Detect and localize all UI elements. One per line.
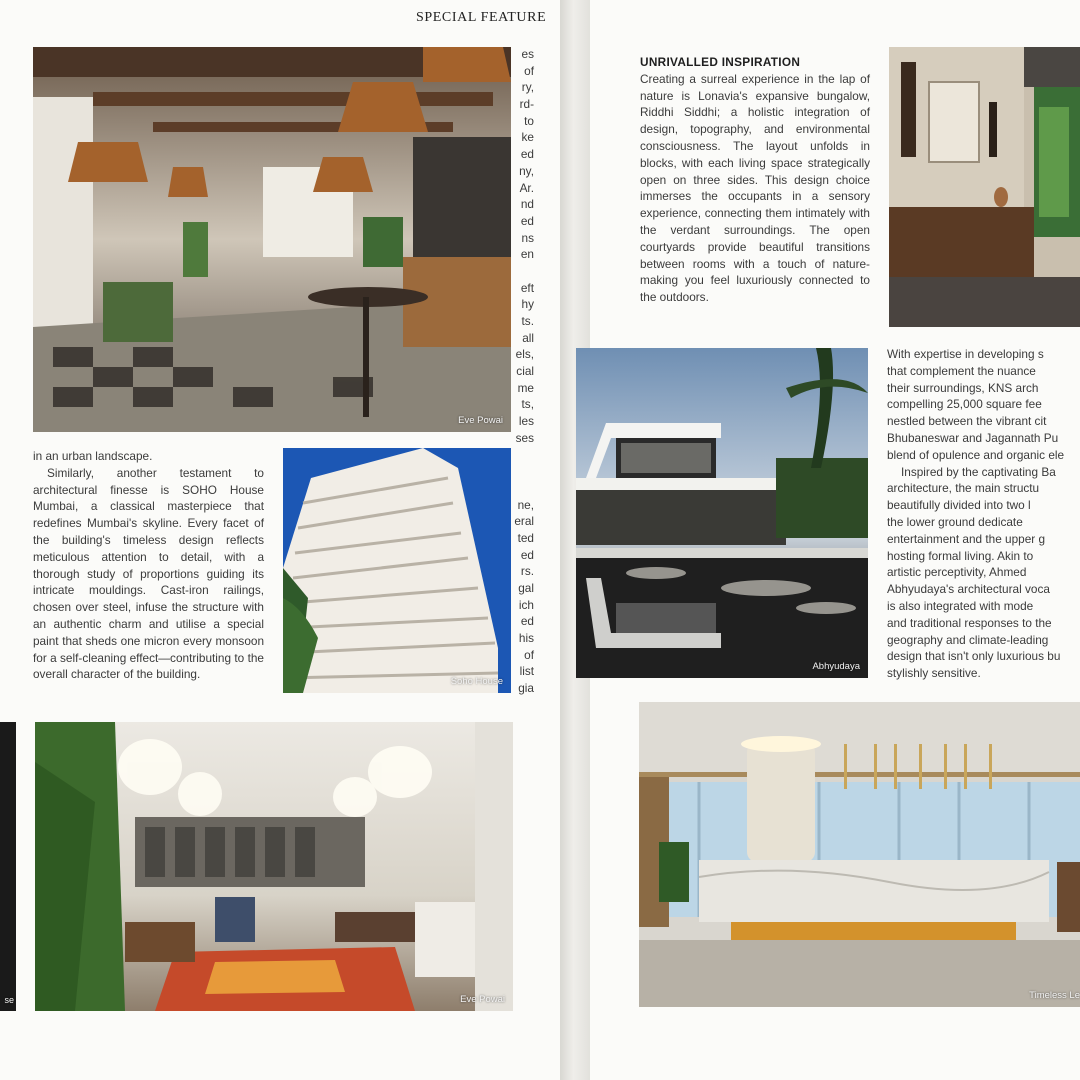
text-line: blend of opulence and organic ele: [887, 447, 1065, 462]
photo-cutoff-left: [0, 722, 16, 1011]
margin-fragment: ry,: [521, 80, 534, 95]
margin-fragment: cial: [516, 364, 534, 379]
text-line: entertainment and the upper g: [887, 531, 1046, 546]
margin-fragment: ke: [521, 130, 534, 145]
margin-fragment: of: [524, 647, 534, 662]
text-line: the lower ground dedicate: [887, 514, 1023, 529]
body-paragraph: Similarly, another testament to architectural finesse is SOHO House Mumbai, a classical masterpiece that redefines Mumbai's skyline. Every facet of the building's timeless design reflects meticulous attention to detail, with a thorough study of proportions guiding its intricate mouldings. Cast-iron railings, chosen over steel, infuse the structure with an authentic charm and utilise a special paint that sheds one micron every monsoon for a self-cleaning effect—contributing to the overall character of the building.: [33, 465, 264, 682]
text-line: their surroundings, KNS arch: [887, 380, 1039, 395]
margin-fragment: els,: [515, 347, 534, 362]
margin-fragment: all: [522, 330, 534, 345]
text-line: artistic perceptivity, Ahmed: [887, 565, 1027, 580]
body-paragraph: in an urban landscape.: [33, 449, 153, 463]
margin-fragment: en: [520, 247, 534, 262]
text-line: and traditional responses to the: [887, 615, 1052, 630]
photo-riddhi-siddhi-interior: [889, 47, 1080, 327]
text-line: beautifully divided into two l: [887, 498, 1031, 513]
text-line: nestled between the vibrant cit: [887, 414, 1047, 429]
margin-fragment: rs.: [520, 564, 534, 579]
photo-credit: Soho House: [450, 676, 503, 687]
margin-fragment: Ar.: [519, 180, 534, 195]
margin-fragment: ne,: [517, 497, 534, 512]
text-line: compelling 25,000 square fee: [887, 397, 1042, 412]
margin-fragment: his: [518, 631, 534, 646]
photo-eve-powai-lounge: [35, 722, 513, 1011]
text-line: Bhubaneswar and Jagannath Pu: [887, 430, 1059, 445]
margin-fragment: ed: [520, 213, 534, 228]
photo-eve-powai-restaurant: [33, 47, 511, 432]
text-line: Abhyudaya's architectural voca: [887, 582, 1050, 597]
right-column-top-text: [640, 54, 870, 306]
margin-fragment: gal: [518, 581, 534, 595]
text-line: stylishly sensitive.: [887, 666, 981, 681]
margin-fragment: nd: [520, 197, 534, 212]
margin-fragment: les: [518, 414, 534, 429]
section-heading: UNRIVALLED INSPIRATION: [640, 55, 801, 69]
margin-fragment: es: [521, 47, 534, 61]
photo-credit: se: [4, 995, 14, 1005]
margin-fragment: ed: [520, 547, 534, 562]
right-column-side-text: [887, 346, 1080, 682]
margin-fragment: eft: [520, 280, 534, 295]
margin-fragment: eral: [514, 514, 534, 529]
photo-credit: Eve Powai: [458, 415, 503, 426]
margin-fragment: ns: [521, 230, 534, 245]
text-line: Inspired by the captivating Ba: [901, 464, 1056, 479]
margin-fragment: hy: [521, 297, 534, 312]
margin-fragment: ted: [517, 530, 534, 545]
photo-credit: Abhyudaya: [812, 661, 860, 672]
text-line: hosting formal living. Akin to: [887, 548, 1034, 563]
left-column-text: [33, 448, 264, 683]
margin-fragment: ed: [520, 147, 534, 162]
text-line: architecture, the main structu: [887, 481, 1040, 496]
text-line: is also integrated with mode: [887, 598, 1034, 613]
margin-fragment: rd-: [519, 97, 534, 112]
margin-fragment: list: [519, 664, 534, 679]
photo-soho-house: [283, 448, 511, 693]
margin-fragment: to: [524, 113, 534, 128]
margin-fragment: ich: [518, 597, 534, 612]
body-paragraph: Creating a surreal experience in the lap of nature is Lonavia's expansive bungalow, Riddhi Siddhi; a holistic integration of design, topography, and environmental consciousness. The layout unfolds in blocks, with each living space strategically open on three sides. This design choice immerses the occupants in a sensory experience, connecting them intimately with the verdant surroundings. The open courtyards provide beautiful transitions between rooms with a touch of nature-making you feel luxuriously connected to the outdoors.: [640, 71, 870, 305]
margin-fragment: ed: [520, 614, 534, 629]
photo-timeless-lobby: [639, 702, 1080, 1007]
section-header: SPECIAL FEATURE: [416, 10, 547, 25]
margin-fragment: ts,: [521, 397, 534, 412]
text-line: design that isn't only luxurious bu: [887, 649, 1061, 664]
margin-fragment: ny,: [519, 163, 534, 178]
photo-credit: Eve Powai: [460, 994, 505, 1005]
margin-fragment: of: [524, 63, 534, 78]
text-line: that complement the nuance: [887, 363, 1036, 378]
text-line: With expertise in developing s: [887, 347, 1044, 361]
photo-abhyudaya: [576, 348, 868, 678]
margin-fragment: ses: [515, 430, 534, 445]
margin-fragment: me: [517, 380, 534, 395]
text-line: geography and climate-leading: [887, 632, 1049, 647]
margin-fragment: gia: [518, 681, 534, 696]
photo-credit: Timeless Le: [1029, 990, 1080, 1001]
margin-fragment: ts.: [521, 314, 534, 328]
